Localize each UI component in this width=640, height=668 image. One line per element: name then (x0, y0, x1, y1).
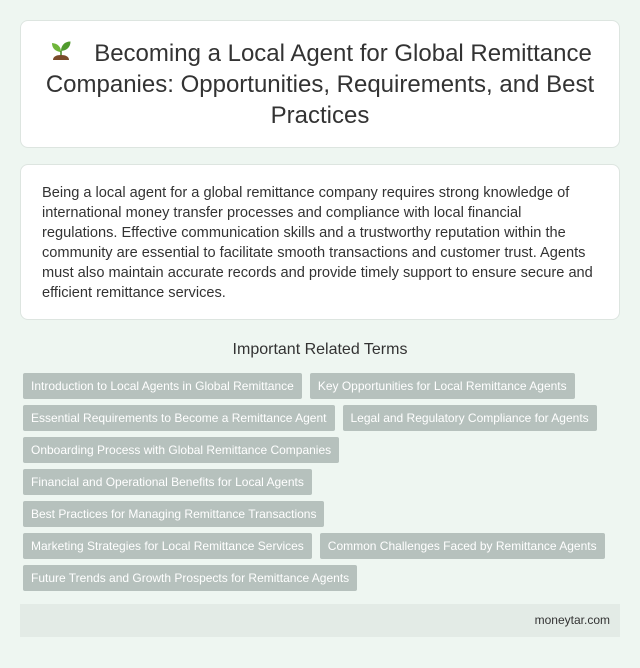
summary-text: Being a local agent for a global remittance company requires strong knowledge of international money transfer processes and compliance with local financial regulations. Effective communication skills and a trustworthy reputation within the community are essential to facilitate smooth transactions and customer trust. Agents must also maintain accurate records and provide timely support to ensure secure and efficient remittance services. (42, 185, 593, 301)
tag-row (23, 533, 623, 559)
terms-heading: Important Related Terms (232, 341, 408, 358)
footer (20, 604, 620, 637)
term-tag[interactable]: Future Trends and Growth Prospects for Remittance Agents (23, 565, 357, 591)
title-card (20, 20, 620, 148)
related-terms (23, 373, 623, 597)
page-title-text: Becoming a Local Agent for Global Remittance Companies: Opportunities, Requirements, and Best Practices (45, 39, 595, 129)
term-tag[interactable]: Key Opportunities for Local Remittance Agents (310, 373, 575, 399)
tag-row (23, 437, 623, 463)
tag-row (23, 373, 623, 399)
tag-row (23, 469, 623, 495)
term-tag[interactable]: Onboarding Process with Global Remittance Companies (23, 437, 339, 463)
term-tag[interactable]: Financial and Operational Benefits for Local Agents (23, 469, 312, 495)
term-tag[interactable]: Legal and Regulatory Compliance for Agents (343, 405, 597, 431)
term-tag[interactable]: Essential Requirements to Become a Remittance Agent (23, 405, 335, 431)
term-tag[interactable]: Introduction to Local Agents in Global Remittance (23, 373, 302, 399)
page-title (45, 38, 595, 131)
summary-card (20, 164, 620, 320)
tag-row (23, 405, 623, 431)
term-tag[interactable]: Common Challenges Faced by Remittance Agents (320, 533, 605, 559)
term-tag[interactable]: Best Practices for Managing Remittance Transactions (23, 501, 324, 527)
footer-site-link[interactable]: moneytar.com (534, 613, 610, 627)
tag-row (23, 565, 623, 591)
sprout-icon (48, 38, 74, 64)
tag-row (23, 501, 623, 527)
term-tag[interactable]: Marketing Strategies for Local Remittance Services (23, 533, 312, 559)
